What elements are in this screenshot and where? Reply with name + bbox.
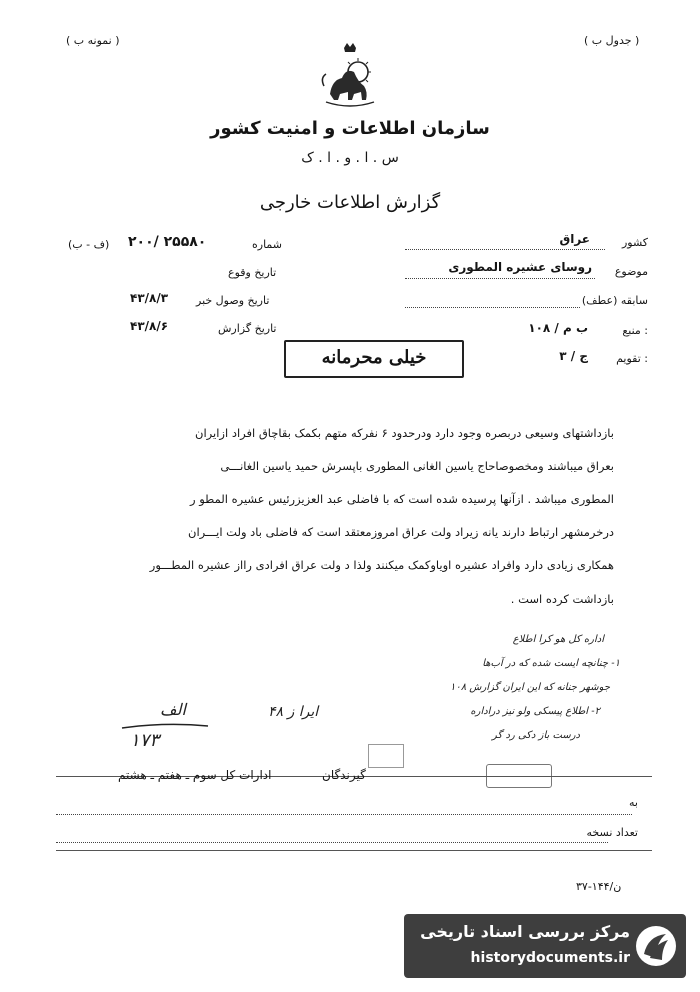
handwritten-note: ۱- چنانچه ایست شده که در آب‌ها [482, 658, 620, 669]
body-line: همکاری زیادی دارد وافراد عشیره اویاوکمک میکنند ولذا د ولت عراق افرادی رااز عشیره المطـــور [149, 558, 614, 572]
recipients-label: گیرندگان [322, 768, 366, 782]
occurrence-date-label: تاریخ وقوع [228, 266, 277, 279]
country-label: کشور [621, 236, 648, 249]
recipients-value: ادارات کل سوم ـ هفتم ـ هشتم [118, 768, 272, 782]
organization-code: س . ا . و . ا . ک [301, 150, 399, 166]
lion-and-sun-emblem [318, 42, 382, 108]
handwritten-note: جوشهر جنانه که این ایران گزارش ۱۰۸ [449, 682, 610, 693]
form-type-label: ( نمونه ب ) [66, 34, 120, 47]
source-label: منبع : [622, 324, 648, 337]
calendar-value: ج / ۳ [559, 349, 588, 363]
number-suffix: (ف - ب) [68, 238, 110, 251]
organization-title: سازمان اطلاعات و امنیت کشور [210, 118, 490, 139]
subject-value: روسای عشیره المطوری [448, 260, 592, 274]
number-label: شماره [252, 238, 283, 251]
body-line: بازداشتهای وسیعی دربصره وجود دارد ودرحدود ۶ نفرکه متهم بکمک بقاچاق افراد ازایران [195, 426, 614, 440]
body-line: بعراق میباشند ومخصوصاحاج یاسین الغانی المطوری باپسرش حمید یاسین الغانـــی [220, 459, 614, 473]
country-value: عراق [559, 232, 590, 246]
country-line [405, 249, 605, 250]
watermark-url: historydocuments.ir [470, 950, 630, 966]
archive-logo-icon [634, 924, 678, 968]
copies-line [56, 842, 608, 843]
handwritten-mark: ۱۷۳ [130, 730, 160, 751]
report-date-label: تاریخ گزارش [218, 322, 277, 335]
received-date-value: ۴۳/۸/۳ [130, 291, 169, 305]
separator-line [56, 850, 652, 851]
classification-stamp-text: خیلی محرمانه [321, 347, 427, 368]
body-line: درخرمشهر ارتباط دارند یانه زیراد ولت عراق امروزمعتقد است که فاضلی باد ولت ایـــران [188, 525, 614, 539]
body-line: بازداشت کرده است . [510, 592, 614, 606]
faint-stamp [368, 744, 404, 768]
report-date-value: ۴۳/۸/۶ [130, 319, 169, 333]
handwritten-mark: ایرا ز ۴۸ [268, 704, 319, 720]
reference-label: سابقه (عطف) [581, 294, 648, 307]
handwritten-underline [120, 722, 210, 732]
handwritten-note: ۲- اطلاع پیسکی ولو نیز دراداره [470, 706, 600, 717]
source-value: ۱۰۸ / ب م [528, 321, 588, 335]
handwritten-note: اداره کل هو کرا اطلاع [512, 634, 604, 645]
watermark-title: مرکز بررسی اسناد تاریخی [420, 922, 630, 941]
handwritten-note: درست باز دکی رد گر [492, 730, 580, 741]
classification-stamp [284, 340, 464, 378]
reference-line [405, 307, 580, 308]
report-title: گزارش اطلاعات خارجی [259, 192, 441, 213]
received-date-label: تاریخ وصول خبر [196, 294, 270, 307]
form-code: ۳۷-۱۴۴/ن [576, 880, 622, 893]
to-line [56, 814, 632, 815]
calendar-label: تقویم : [616, 352, 648, 365]
subject-line [405, 278, 595, 279]
copies-label: تعداد نسخه [586, 826, 638, 839]
subject-label: موضوع [614, 265, 648, 278]
watermark-banner [404, 914, 686, 978]
to-label: به [629, 796, 638, 809]
number-value: ۲۰۰/ ۲۵۵۸۰ [128, 234, 207, 250]
table-type-label: ( جدول ب ) [584, 34, 640, 47]
body-line: المطوری میباشد . ازآنها پرسیده شده است که با فاضلی عبد العزیزرئیس عشیره المطو ر [189, 492, 614, 506]
handwritten-mark: الف [160, 700, 186, 719]
